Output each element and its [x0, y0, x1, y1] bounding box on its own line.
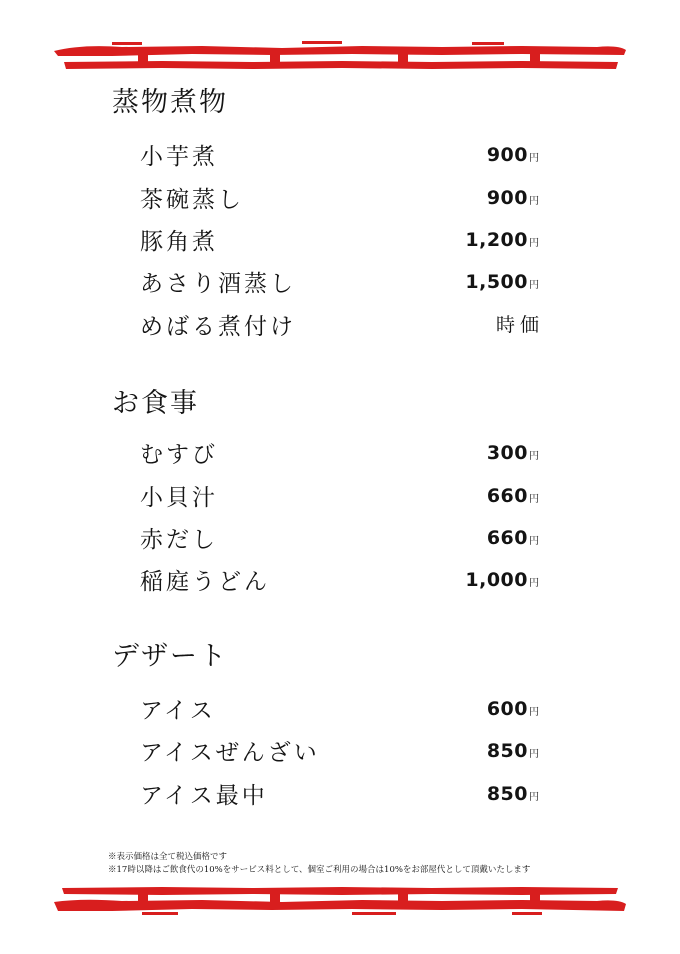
menu-item: [0, 785, 680, 817]
menu-item-name: 赤だし: [140, 527, 218, 553]
top-decorative-border: [52, 38, 628, 72]
menu-item-name: 稲庭うどん: [140, 569, 270, 595]
menu-item: [0, 742, 680, 774]
price-value: 1,200: [465, 229, 528, 251]
menu-item: [0, 444, 680, 476]
price-unit: 円: [529, 196, 539, 207]
menu-item: [0, 273, 680, 305]
price-value: 1,500: [465, 271, 528, 293]
section-title: 蒸物煮物: [112, 87, 228, 118]
menu-item-name: むすび: [140, 442, 218, 468]
section-title: デザート: [112, 641, 228, 672]
section-title: お食事: [112, 388, 199, 419]
menu-item-name: あさり酒蒸し: [140, 271, 296, 297]
menu-item: [0, 529, 680, 561]
menu-item-name: アイス: [140, 698, 216, 724]
menu-item: [0, 700, 680, 732]
menu-item-name: 小貝汁: [140, 485, 218, 511]
menu-item: [0, 487, 680, 519]
price-unit: 円: [529, 792, 539, 803]
price-value: 900: [486, 144, 528, 166]
menu-item: [0, 231, 680, 263]
menu-item: [0, 316, 680, 348]
menu-item: [0, 146, 680, 178]
menu-item-price: [487, 700, 539, 719]
price-value: 600: [486, 698, 528, 720]
menu-item-price: [487, 487, 539, 506]
menu-item-price: [465, 231, 539, 250]
price-value: 1,000: [465, 569, 528, 591]
menu-item: [0, 189, 680, 221]
price-unit: 円: [529, 451, 539, 462]
price-unit: 円: [529, 707, 539, 718]
menu-item-price: [487, 742, 539, 761]
menu-item-name: 豚角煮: [140, 229, 218, 255]
footnote-service-charge: ※17時以降はご飲食代の10%をサービス料として、個室ご利用の場合は10%をお部屋代として頂戴いたします: [108, 865, 531, 875]
price-value: 660: [486, 527, 528, 549]
price-unit: 円: [529, 238, 539, 249]
footnotes: [108, 851, 530, 877]
price-value: 900: [486, 187, 528, 209]
menu-item: [0, 571, 680, 603]
bottom-decorative-border: [52, 884, 628, 918]
price-unit: 円: [529, 280, 539, 291]
footnote-tax: ※表示価格は全て税込価格です: [108, 852, 228, 862]
price-value: 660: [486, 485, 528, 507]
menu-item-price: [496, 316, 544, 335]
price-unit: 円: [529, 153, 539, 164]
price-value: 850: [486, 740, 528, 762]
price-value: 300: [486, 442, 528, 464]
menu-item-price: [487, 529, 539, 548]
price-unit: 円: [529, 578, 539, 589]
price-value: 850: [486, 783, 528, 805]
menu-item-price: [487, 444, 539, 463]
menu-item-price: [487, 785, 539, 804]
menu-item-name: アイス最中: [140, 783, 268, 809]
price-unit: 円: [529, 749, 539, 760]
menu-item-price: [465, 273, 539, 292]
menu-item-name: 小芋煮: [140, 144, 218, 170]
menu-item-name: 茶碗蒸し: [140, 187, 244, 213]
market-price-text: 時価: [495, 314, 544, 336]
menu-item-name: アイスぜんざい: [140, 740, 320, 766]
menu-item-name: めばる煮付け: [140, 314, 296, 340]
menu-item-price: [465, 571, 539, 590]
menu-item-price: [487, 146, 539, 165]
menu-item-price: [487, 189, 539, 208]
price-unit: 円: [529, 494, 539, 505]
price-unit: 円: [529, 536, 539, 547]
